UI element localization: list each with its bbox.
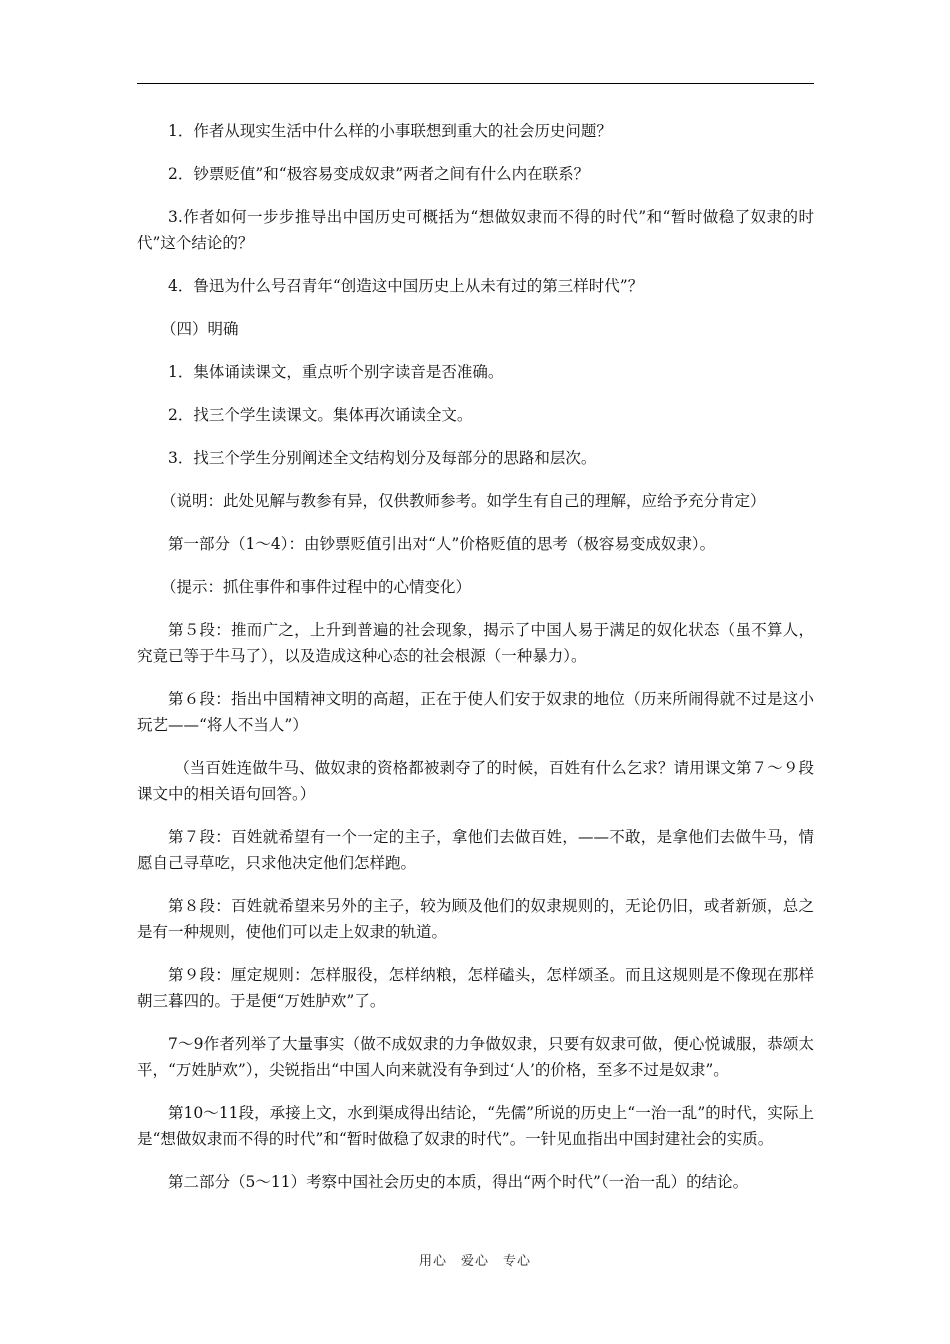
step-3: 3．找三个学生分别阐述全文结构划分及每部分的思路和层次。 xyxy=(168,449,597,467)
paragraph-9-analysis: 第９段：厘定规则：怎样服役，怎样纳粮，怎样磕头，怎样颂圣。而且这规则是不像现在那样朝三暮四的。于是便“万姓胪欢”了。 xyxy=(137,966,814,1010)
paragraphs-7-9-summary: 7～9作者列举了大量事实（做不成奴隶的力争做奴隶，只要有奴隶可做，便心悦诚服，恭颂太平，“万姓胪欢”），尖锐指出“中国人向来就没有争到过‘人’的价格，至多不过是奴隶”。 xyxy=(137,1035,814,1079)
question-note: （当百姓连做牛马、做奴隶的资格都被剥夺了的时候，百姓有什么乞求？请用课文第７～９段课文中的相关语句回答。） xyxy=(137,759,814,803)
question-4: 4．鲁迅为什么号召青年“创造这中国历史上从未有过的第三样时代”？ xyxy=(168,277,644,295)
step-2: 2．找三个学生读课文。集体再次诵读全文。 xyxy=(168,406,473,424)
paragraph-5-analysis: 第５段：推而广之，上升到普遍的社会现象，揭示了中国人易于满足的奴化状态（虽不算人，究竟已等于牛马了），以及造成这种心态的社会根源（一种暴力）。 xyxy=(137,621,814,665)
question-2: 2．钞票贬值”和“极容易变成奴隶”两者之间有什么内在联系？ xyxy=(168,165,590,183)
question-1: 1．作者从现实生活中什么样的小事联想到重大的社会历史问题？ xyxy=(168,122,612,140)
document-body xyxy=(137,118,814,1212)
part-2-summary: 第二部分（5～11）考察中国社会历史的本质，得出“两个时代”（一治一乱）的结论。 xyxy=(168,1173,749,1191)
paragraph-6-analysis: 第６段：指出中国精神文明的高超，正在于使人们安于奴隶的地位（历来所闹得就不过是这小玩艺——“将人不当人”） xyxy=(137,690,814,734)
part-1-summary: 第一部分（1～4）：由钞票贬值引出对“人”价格贬值的思考（极容易变成奴隶）。 xyxy=(168,535,716,553)
page-footer: 用心 爱心 专心 xyxy=(418,1254,531,1269)
header-rule xyxy=(137,83,814,84)
paragraph-8-analysis: 第８段：百姓就希望来另外的主子，较为顾及他们的奴隶规则的，无论仍旧，或者新颁，总之是有一种规则，使他们可以走上奴隶的轨道。 xyxy=(137,897,814,941)
paragraph-7-analysis: 第７段：百姓就希望有一个一定的主子，拿他们去做百姓，——不敢，是拿他们去做牛马，情愿自己寻草吃，只求他决定他们怎样跑。 xyxy=(137,828,814,872)
section-heading-clarify: （四）明确 xyxy=(161,320,239,338)
question-3: 3.作者如何一步步推导出中国历史可概括为“想做奴隶而不得的时代”和“暂时做稳了奴隶的时代”这个结论的？ xyxy=(137,208,814,252)
step-1: 1．集体诵读课文，重点听个别字读音是否准确。 xyxy=(168,363,504,381)
note-explanation: （说明：此处见解与教参有异，仅供教师参考。如学生有自己的理解，应给予充分肯定） xyxy=(161,492,766,510)
hint-note: （提示：抓住事件和事件过程中的心情变化） xyxy=(161,578,472,596)
paragraphs-10-11-analysis: 第10～11段，承接上文，水到渠成得出结论，“先儒”所说的历史上“一治一乱”的时代，实际上是“想做奴隶而不得的时代”和“暂时做稳了奴隶的时代”。一针见血指出中国封建社会的实质。 xyxy=(137,1104,814,1148)
